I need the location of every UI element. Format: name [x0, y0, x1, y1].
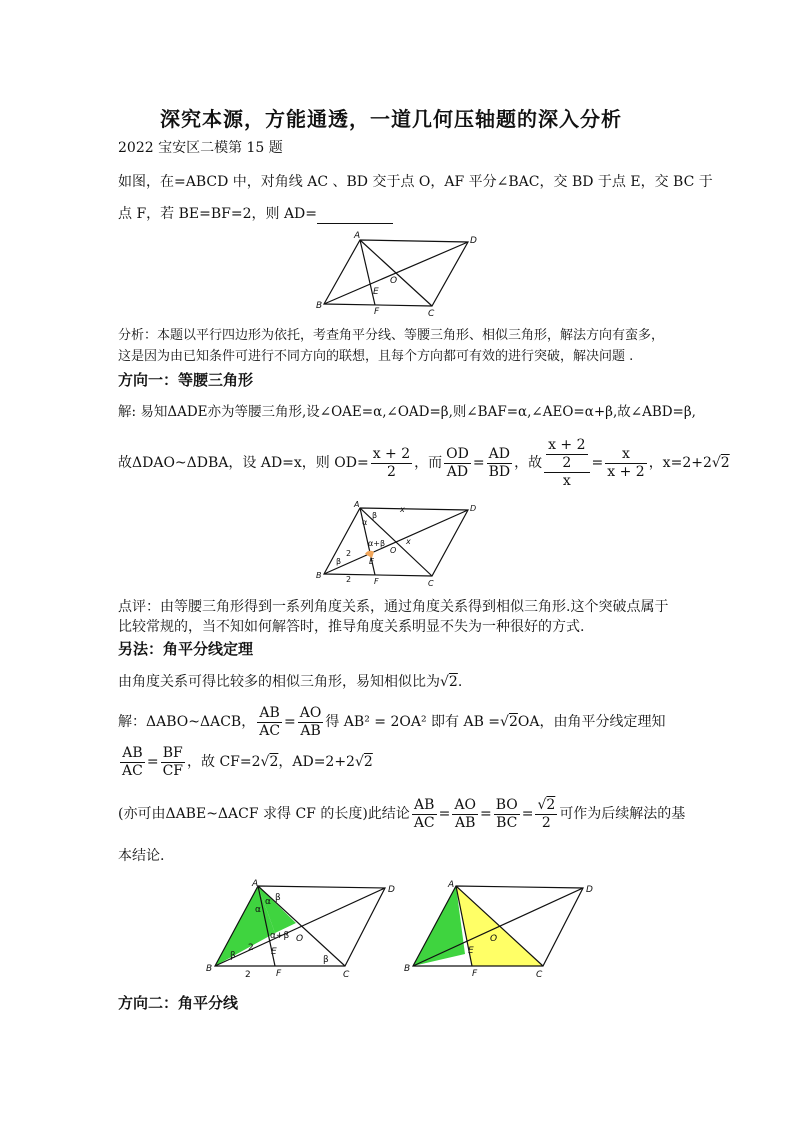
- problem-line-1: 如图，在=ABCD 中，对角线 AC 、BD 交于点 O，AF 平分∠BAC，交 BD 于点 E，交 BC 于: [118, 174, 713, 190]
- dir1-text-a: 故ΔDAO~ΔDBA，设 AD=x，则 OD=: [118, 455, 369, 471]
- label-A: A: [354, 231, 361, 241]
- dir1-text-c: ，故: [514, 455, 543, 471]
- problem-source: 2022 宝安区二模第 15 题: [118, 140, 283, 156]
- fraction-bo-bc: $\frac{BO}{BC}$: [495, 796, 518, 831]
- label-beta: β: [275, 893, 281, 903]
- fraction-sqrt2-over-2: $\frac{√2}{2}$: [537, 796, 556, 831]
- label-O: O: [390, 276, 398, 286]
- label-alpha: α: [362, 518, 368, 527]
- label-C: C: [536, 970, 543, 978]
- fraction-od-ad: $\frac{OD}{AD}$: [446, 445, 469, 480]
- dir1-text-b: ，而: [414, 455, 443, 471]
- label-O: O: [490, 934, 498, 944]
- fraction-ad-bd: $\frac{AD}{BD}$: [488, 445, 511, 480]
- label-B: B: [206, 964, 213, 974]
- figure-parallelogram-1: [310, 228, 480, 318]
- alt-line-1: 由角度关系可得比较多的相似三角形，易知相似比为√2.: [118, 674, 463, 690]
- alt-line-2: 解：ΔABO~ΔACB， $\frac{AB}{AC}$ = $\frac{AO}{AB}$ 得 AB² = 2OA² 即有 AB = √ 2 OA，由角平分线定理知: [118, 704, 666, 739]
- label-O: O: [296, 934, 304, 944]
- label-A: A: [448, 880, 455, 890]
- label-two-be: 2: [346, 549, 352, 558]
- label-C: C: [343, 970, 350, 978]
- label-O: O: [390, 546, 397, 555]
- label-F: F: [276, 969, 282, 978]
- fraction-ao-ab: $\frac{AO}{AB}$: [299, 704, 322, 739]
- label-two-bf: 2: [346, 575, 352, 584]
- label-B: B: [316, 301, 323, 311]
- analysis-line-2: 这是因为由已知条件可进行不同方向的联想，且每个方向都可有效的进行突破，解决问题 .: [118, 349, 634, 364]
- answer-blank: [317, 209, 393, 224]
- comment-line-2: 比较常规的，当不知如何解答时，推导角度关系明显不失为一种很好的方式.: [118, 619, 585, 635]
- label-D: D: [388, 885, 395, 895]
- fraction-compound: $\frac{\frac{x + 2}{2}}{x}$: [544, 437, 589, 490]
- section-heading-direction-2: 方向二：角平分线: [118, 994, 239, 1012]
- dir1-line-1: 解: 易知ΔADE亦为等腰三角形,设∠OAE=α,∠OAD=β,则∠BAF=α,∠AEO=α+β,故∠ABD=β,: [118, 404, 696, 420]
- label-beta-b: β: [336, 557, 342, 566]
- label-E: E: [271, 947, 277, 957]
- fraction-bf-cf: $\frac{BF}{CF}$: [162, 744, 183, 779]
- fraction-ab-ac-3: $\frac{AB}{AC}$: [413, 796, 435, 831]
- figure-parallelogram-4: [398, 878, 598, 978]
- label-beta: β: [372, 511, 378, 520]
- label-D: D: [470, 236, 477, 246]
- fraction-ao-ab-2: $\frac{AO}{AB}$: [454, 796, 476, 831]
- dir1-answer: ，x=2+2: [648, 455, 712, 471]
- label-A: A: [354, 500, 360, 509]
- label-beta-b: β: [230, 951, 236, 961]
- label-D: D: [586, 885, 593, 895]
- label-F: F: [472, 969, 478, 978]
- fraction-x-over-x2: $\frac{x}{x + 2}$: [607, 445, 645, 480]
- figure-parallelogram-2: [310, 498, 480, 588]
- label-beta-c: β: [323, 955, 329, 965]
- label-two-be: 2: [248, 943, 254, 953]
- label-A: A: [252, 879, 259, 889]
- alt-line-5: 本结论.: [118, 848, 165, 864]
- label-E: E: [369, 557, 375, 566]
- fraction-ab-ac: $\frac{AB}{AC}$: [259, 704, 281, 739]
- section-heading-alt: 另法：角平分线定理: [118, 640, 254, 658]
- label-x-top: x: [400, 505, 405, 514]
- analysis-line-1: 分析：本题以平行四边形为依托，考查角平分线、等腰三角形、相似三角形，解法方向有蛮多，: [118, 328, 665, 343]
- label-alpha-beta: α+β: [270, 931, 290, 941]
- alt-line-3: $\frac{AB}{AC}$ = $\frac{BF}{CF}$ ，故 CF=2 √ 2 ，AD=2+2 √ 2: [122, 744, 373, 779]
- label-E: E: [373, 287, 379, 297]
- problem-line-2: 点 F，若 BE=BF=2，则 AD=: [118, 204, 393, 224]
- label-two-bf: 2: [245, 970, 251, 978]
- dir1-equation-line: 故ΔDAO~ΔDBA，设 AD=x，则 OD= $\frac{x + 2}{2}$ ，而 $\frac{OD}{AD}$ = $\frac{AD}{BD}$ ，故 $\frac{\frac{x + 2}{2}}{x}$ = $\frac{x}{x + 2}$ ，x=2+2 √ 2: [118, 436, 730, 489]
- label-alpha-2: α: [265, 897, 271, 907]
- fraction-ab-ac-2: $\frac{AB}{AC}$: [122, 744, 143, 779]
- label-E: E: [468, 946, 474, 956]
- section-heading-direction-1: 方向一：等腰三角形: [118, 371, 254, 389]
- page-title: 深究本源，方能通透，一道几何压轴题的深入分析: [160, 107, 622, 131]
- label-C: C: [428, 579, 434, 588]
- label-D: D: [470, 504, 477, 513]
- figure-parallelogram-3: [200, 878, 400, 978]
- label-C: C: [428, 309, 435, 318]
- label-alpha-beta: α+β: [368, 539, 386, 548]
- label-F: F: [374, 307, 380, 317]
- fraction-od: $\frac{x + 2}{2}$: [372, 445, 411, 480]
- label-F: F: [374, 577, 379, 586]
- label-x-mid: x: [406, 537, 411, 546]
- label-B: B: [404, 964, 411, 974]
- label-B: B: [316, 571, 322, 580]
- comment-line-1: 点评：由等腰三角形得到一系列角度关系，通过角度关系得到相似三角形.这个突破点属于: [118, 599, 669, 615]
- alt-line-4: (亦可由ΔABE~ΔACF 求得 CF 的长度)此结论 $\frac{AB}{AC}$ = $\frac{AO}{AB}$ = $\frac{BO}{BC}$ = $\frac{√2}{2}$ 可作为后续解法的基: [118, 796, 686, 831]
- label-alpha: α: [255, 905, 261, 915]
